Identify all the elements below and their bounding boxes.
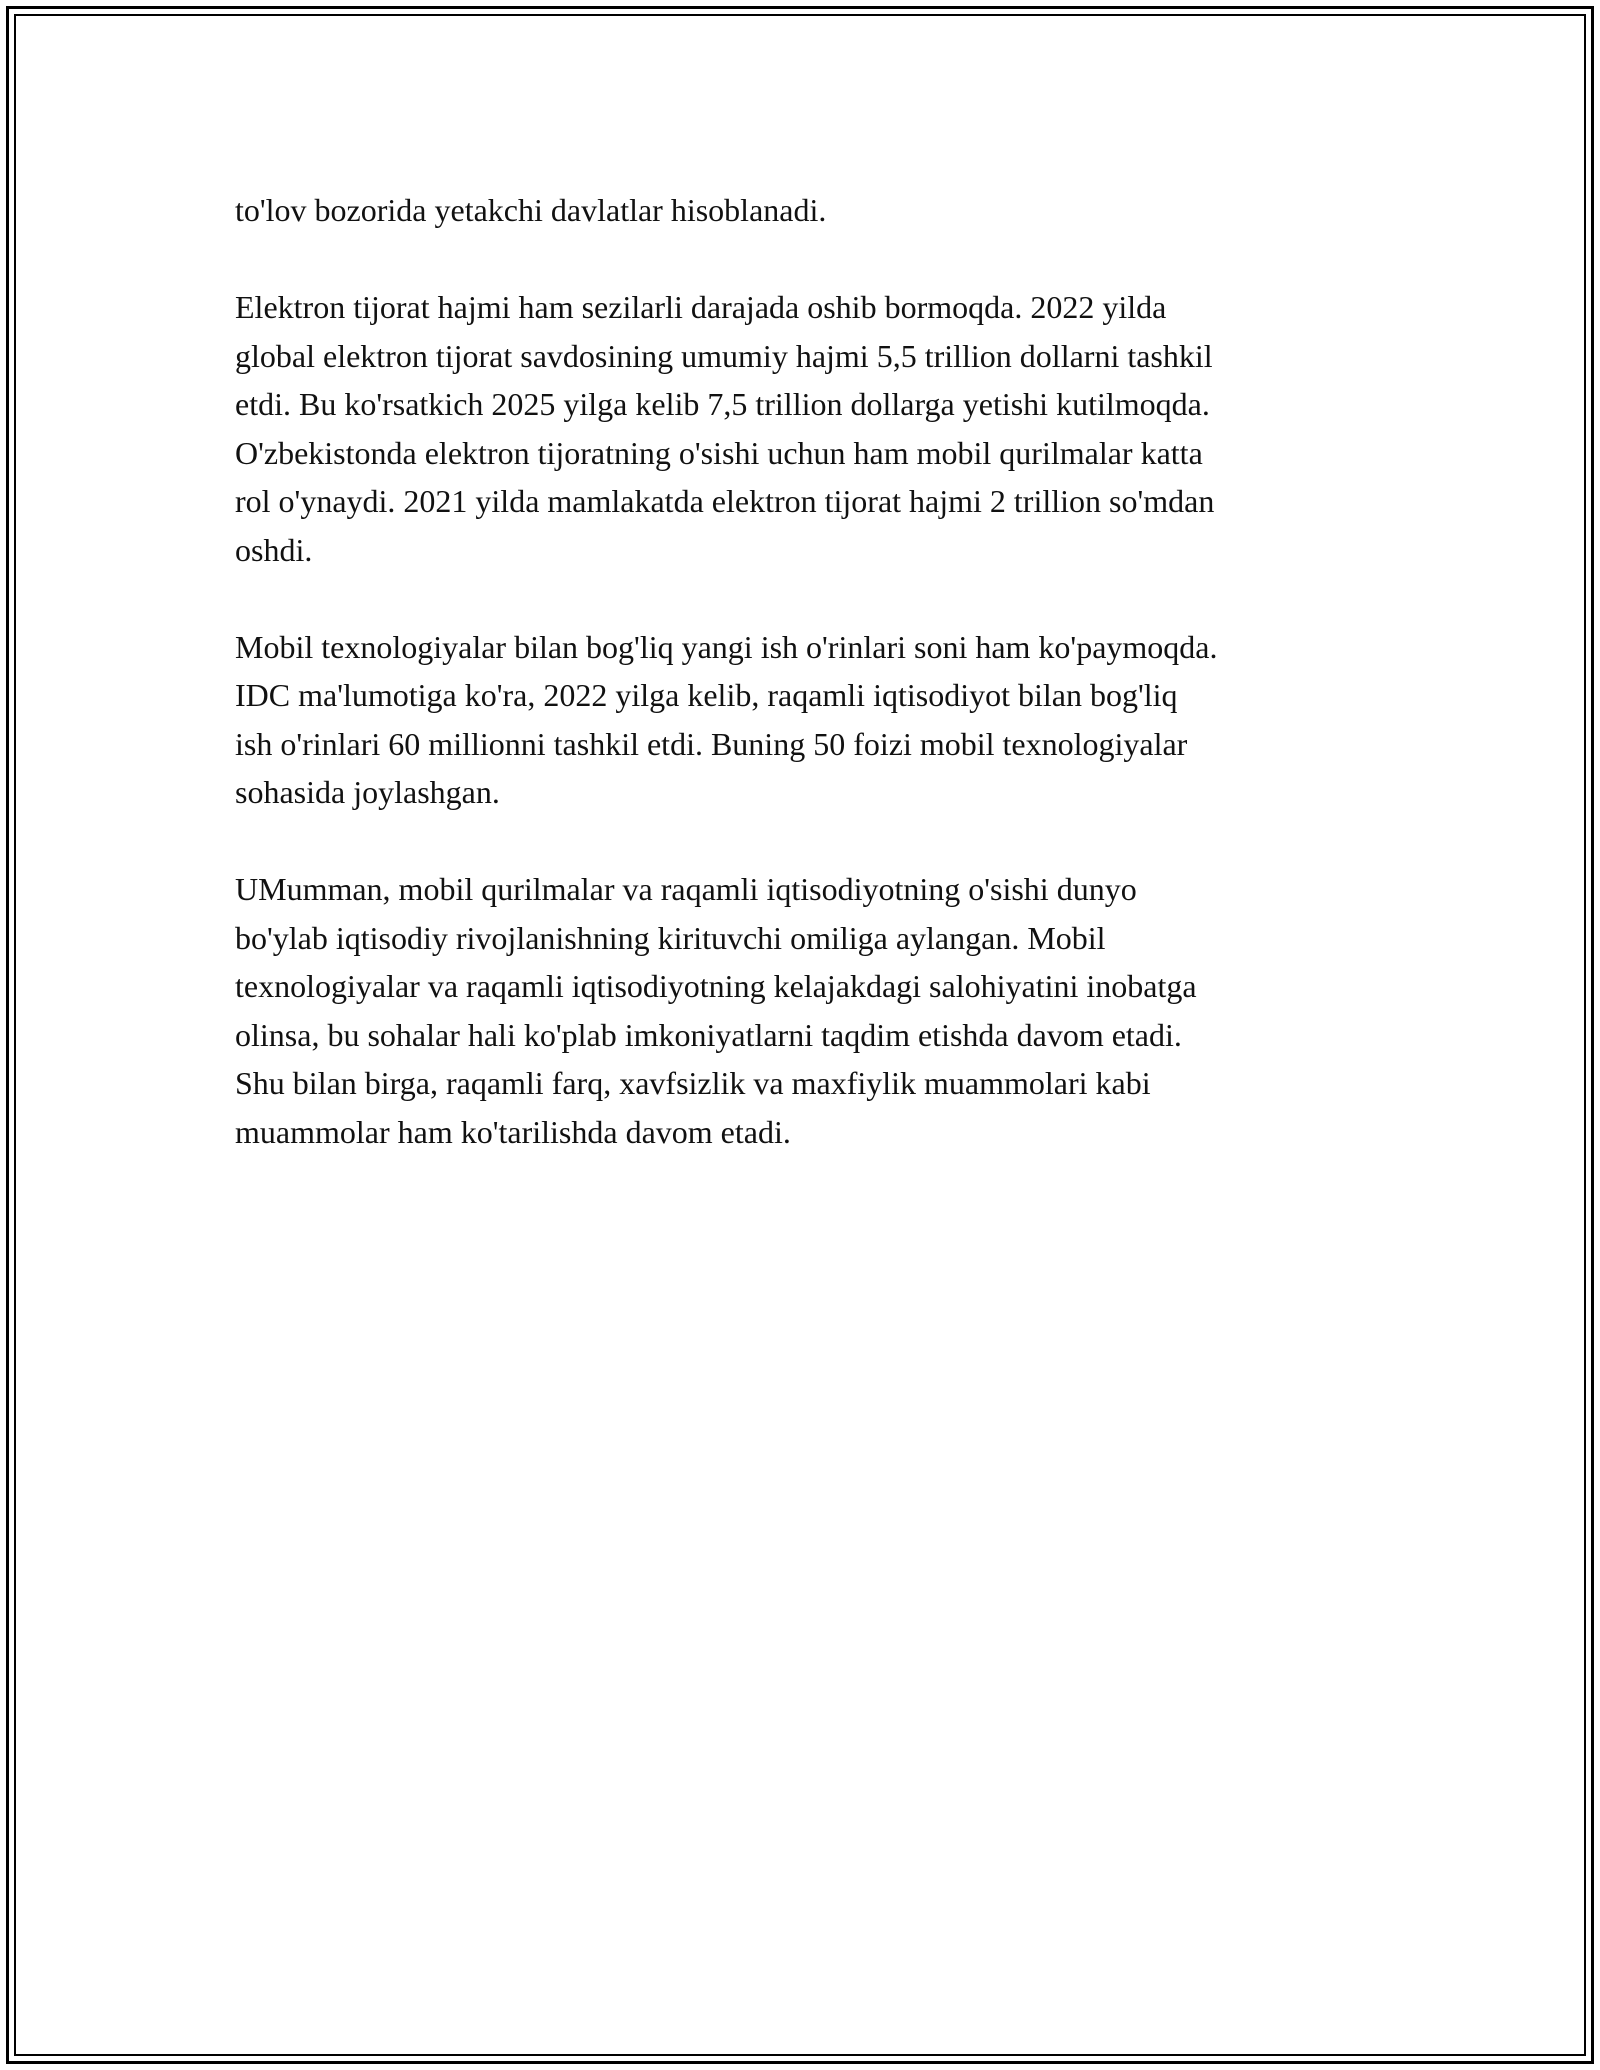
paragraph-payment-market: to'lov bozorida yetakchi davlatlar hisoblanadi. (235, 192, 827, 228)
paragraph-conclusion: UMumman, mobil qurilmalar va raqamli iqtisodiyotning o'sishi dunyo bo'ylab iqtisodiy rivojlanishning kirituvchi omiliga aylangan. Mobil texnologiyalar va raqamli iqtisodiyotning kelajakdagi salohiyatini inobatga olinsa, bu sohalar hali ko'plab imkoniyatlarni taqdim etishda davom etadi. Shu bilan birga, raqamli farq, xavfsizlik va maxfiylik muammolari kabi muammolar ham ko'tarilishda davom etadi. (235, 871, 1197, 1150)
paragraph-e-commerce: Elektron tijorat hajmi ham sezilarli darajada oshib bormoqda. 2022 yilda global elektron tijorat savdosining umumiy hajmi 5,5 trillion dollarni tashkil etdi. Bu ko'rsatkich 2025 yilga kelib 7,5 trillion dollarga yetishi kutilmoqda. O'zbekistonda elektron tijoratning o'sishi uchun ham mobil qurilmalar katta rol o'ynaydi. 2021 yilda mamlakatda elektron tijorat hajmi 2 trillion so'mdan oshdi. (235, 289, 1215, 568)
document-body (235, 186, 1375, 1205)
paragraph-jobs: Mobil texnologiyalar bilan bog'liq yangi ish o'rinlari soni ham ko'paymoqda. IDC ma'lumotiga ko'ra, 2022 yilga kelib, raqamli iqtisodiyot bilan bog'liq ish o'rinlari 60 millionni tashkil etdi. Buning 50 foizi mobil texnologiyalar sohasida joylashgan. (235, 628, 1218, 810)
